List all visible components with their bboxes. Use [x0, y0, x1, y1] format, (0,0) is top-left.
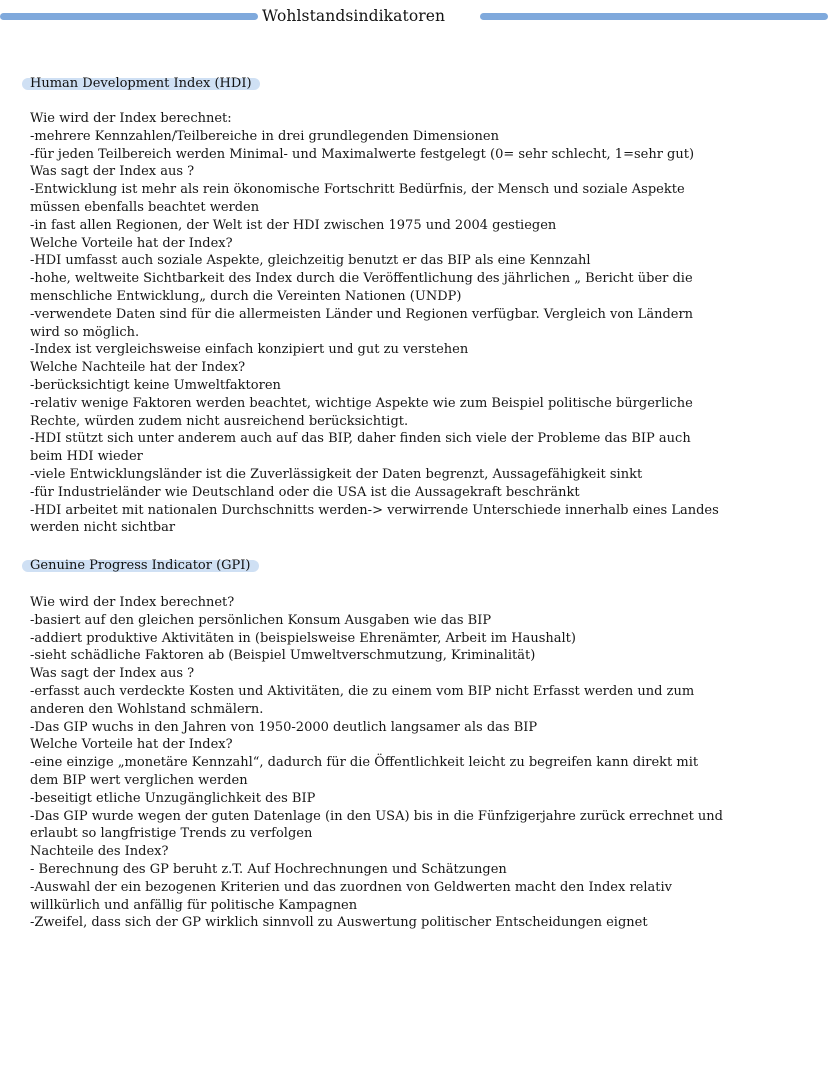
title-rule-right — [480, 13, 828, 20]
hdi-line: -HDI stützt sich unter anderem auch auf das BIP, daher finden sich viele der Probleme das BIP auch — [30, 431, 691, 447]
hdi-heading — [30, 76, 258, 91]
gpi-line: anderen den Wohlstand schmälern. — [30, 701, 264, 717]
hdi-heading-text: Human Development Index (HDI) — [30, 76, 252, 91]
hdi-line: -für Industrieländer wie Deutschland oder die USA ist die Aussagekraft beschränkt — [30, 484, 580, 500]
gpi-line: erlaubt so langfristige Trends zu verfolgen — [30, 826, 313, 842]
hdi-line: -Entwicklung ist mehr als rein ökonomische Fortschritt Bedürfnis, der Mensch und soziale Aspekte — [30, 182, 685, 198]
hdi-line: Wie wird der Index berechnet: — [30, 111, 232, 126]
hdi-line: -Index ist vergleichsweise einfach konzipiert und gut zu verstehen — [30, 342, 469, 358]
gpi-line: willkürlich und anfällig für politische Kampagnen — [30, 897, 358, 913]
hdi-line: -in fast allen Regionen, der Welt ist der HDI zwischen 1975 und 2004 gestiegen — [30, 217, 557, 233]
gpi-section — [30, 594, 810, 932]
gpi-line: -Auswahl der ein bezogenen Kriterien und das zuordnen von Geldwerten macht den Index relativ — [30, 879, 672, 895]
gpi-line: Wie wird der Index berechnet? — [30, 595, 235, 610]
gpi-heading-text: Genuine Progress Indicator (GPI) — [30, 558, 251, 573]
hdi-line: Rechte, würden zudem nicht ausreichend berücksichtigt. — [30, 413, 409, 429]
gpi-line: Welche Vorteile hat der Index? — [30, 737, 233, 753]
hdi-line: -hohe, weltweite Sichtbarkeit des Index durch die Veröffentlichung des jährlichen „ Bericht über die — [30, 271, 693, 287]
gpi-line: -sieht schädliche Faktoren ab (Beispiel Umweltverschmutzung, Kriminalität) — [30, 648, 536, 664]
gpi-line: -basiert auf den gleichen persönlichen Konsum Ausgaben wie das BIP — [30, 612, 492, 628]
hdi-line: -relativ wenige Faktoren werden beachtet, wichtige Aspekte wie zum Beispiel politische bürgerliche — [30, 395, 693, 411]
gpi-line: Nachteile des Index? — [30, 844, 169, 860]
gpi-heading — [30, 558, 257, 573]
title-bar — [0, 8, 828, 26]
hdi-line: Was sagt der Index aus ? — [30, 164, 195, 180]
hdi-line: Welche Vorteile hat der Index? — [30, 235, 233, 251]
hdi-line: Welche Nachteile hat der Index? — [30, 360, 246, 376]
hdi-line: -HDI umfasst auch soziale Aspekte, gleichzeitig benutzt er das BIP als eine Kennzahl — [30, 253, 591, 269]
hdi-line: -viele Entwicklungsländer ist die Zuverlässigkeit der Daten begrenzt, Aussagefähigkeit sinkt — [30, 466, 643, 482]
gpi-line: -beseitigt etliche Unzugänglichkeit des BIP — [30, 790, 316, 806]
hdi-line: -berücksichtigt keine Umweltfaktoren — [30, 377, 281, 393]
hdi-line: müssen ebenfalls beachtet werden — [30, 199, 260, 215]
hdi-line: -verwendete Daten sind für die allermeisten Länder und Regionen verfügbar. Vergleich von Ländern — [30, 306, 694, 322]
title-rule-left — [0, 13, 258, 20]
gpi-line: -Zweifel, dass sich der GP wirklich sinnvoll zu Auswertung politischer Entscheidungen eignet — [30, 915, 648, 931]
hdi-line: wird so möglich. — [30, 324, 140, 340]
hdi-section — [30, 110, 810, 537]
page-title: Wohlstandsindikatoren — [262, 7, 446, 25]
hdi-line: -HDI arbeitet mit nationalen Durchschnitts werden-> verwirrende Unterschiede innerhalb eines Landes — [30, 502, 719, 518]
gpi-line: -eine einzige „monetäre Kennzahl“, dadurch für die Öffentlichkeit leicht zu begreifen kann direkt mit — [30, 755, 699, 771]
gpi-line: -addiert produktive Aktivitäten in (beispielsweise Ehrenämter, Arbeit im Haushalt) — [30, 630, 576, 646]
hdi-line: -für jeden Teilbereich werden Minimal- und Maximalwerte festgelegt (0= sehr schlecht, 1=sehr gut) — [30, 146, 695, 162]
hdi-line: werden nicht sichtbar — [30, 520, 176, 536]
gpi-line: -Das GIP wuchs in den Jahren von 1950-2000 deutlich langsamer als das BIP — [30, 719, 538, 735]
hdi-line: menschliche Entwicklung„ durch die Vereinten Nationen (UNDP) — [30, 288, 462, 304]
hdi-line: beim HDI wieder — [30, 449, 143, 465]
gpi-line: dem BIP wert verglichen werden — [30, 772, 248, 788]
hdi-line: -mehrere Kennzahlen/Teilbereiche in drei grundlegenden Dimensionen — [30, 128, 499, 144]
gpi-line: Was sagt der Index aus ? — [30, 666, 195, 682]
gpi-line: - Berechnung des GP beruht z.T. Auf Hochrechnungen und Schätzungen — [30, 861, 507, 877]
gpi-line: -Das GIP wurde wegen der guten Datenlage (in den USA) bis in die Fünfzigerjahre zurück errechnet und — [30, 808, 723, 824]
gpi-line: -erfasst auch verdeckte Kosten und Aktivitäten, die zu einem vom BIP nicht Erfasst werden und zum — [30, 683, 695, 699]
